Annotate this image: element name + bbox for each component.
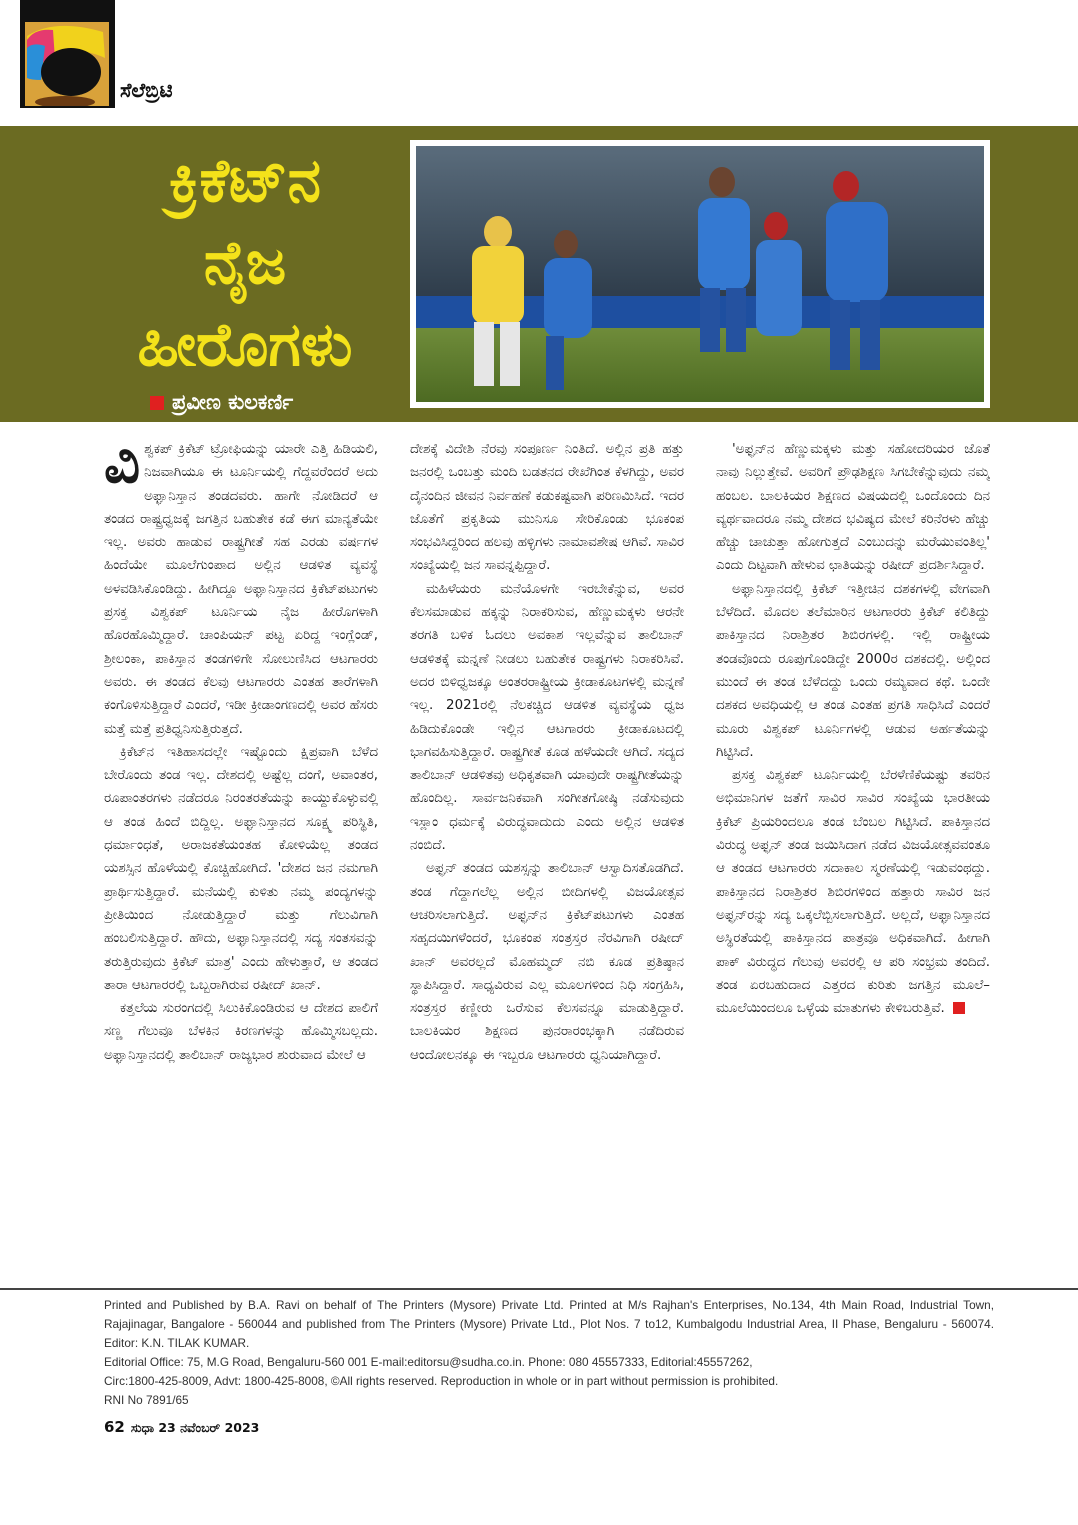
paragraph: 'ಅಫ್ಘನ್‌ನ ಹೆಣ್ಣುಮಕ್ಕಳು ಮತ್ತು ಸಹೋದರಿಯರ ಜೊತೆ ನಾವು ನಿಲ್ಲುತ್ತೇವೆ. ಅವರಿಗೆ ಪ್ರೌಢಶಿಕ್ಷಣ ಸಿಗಬೇಕೆನ್ನುವುದು ನಮ್ಮ ಹಂಬಲ. ಬಾಲಕಿಯರ ಶಿಕ್ಷಣದ ವಿಷಯದಲ್ಲಿ ಒಂದೊಂದು ದಿನ ವ್ಯರ್ಥವಾದರೂ ನಮ್ಮ ದೇಶದ ಭವಿಷ್ಯದ ಮೇಲೆ ಕರಿನೆರಳು ಹೆಚ್ಚು ಹೆಚ್ಚು ಚಾಚುತ್ತಾ ಹೋಗುತ್ತದೆ ಎಂಬುದನ್ನು ಮರೆಯುವಂತಿಲ್ಲ' ಎಂದು ದಿಟ್ಟವಾಗಿ ಹೇಳುವ ಛಾತಿಯನ್ನು ರಷೀದ್ ಪ್ರದರ್ಶಿಸಿದ್ದಾರೆ. [716,442,990,574]
imprint-line: RNI No 7891/65 [104,1393,189,1407]
dropcap: ವಿ [104,438,141,496]
paragraph: ಕತ್ತಲೆಯ ಸುರಂಗದಲ್ಲಿ ಸಿಲುಕಿಕೊಂಡಿರುವ ಆ ದೇಶದ ಪಾಲಿಗೆ ಸಣ್ಣ ಗೆಲುವೂ ಬೆಳಕಿನ ಕಿರಣಗಳನ್ನು ಹೊಮ್ಮಿಸಬಲ್ಲದು. ಅಫ್ಘಾನಿಸ್ತಾನದಲ್ಲಿ ತಾಲಿಬಾನ್ ರಾಜ್ಯಭಾರ ಶುರುವಾದ ಮೇಲೆ ಆ [104,1001,378,1063]
imprint-block [104,1296,994,1410]
author-name: ಪ್ರವೀಣ ಕುಲಕರ್ಣಿ [172,390,294,414]
cricket-celebration-photo [410,140,990,408]
page-folio [104,1418,259,1436]
footer-divider [0,1288,1078,1290]
paragraph: ವಿಶ್ವಕಪ್ ಕ್ರಿಕೆಟ್ ಟ್ರೋಫಿಯನ್ನು ಯಾರೇ ಎತ್ತಿ ಹಿಡಿಯಲಿ, ನಿಜವಾಗಿಯೂ ಈ ಟೂರ್ನಿಯಲ್ಲಿ ಗೆದ್ದವರೆಂದರೆ ಅದು ಅಫ್ಘಾನಿಸ್ತಾನ ತಂಡದವರು. ಹಾಗೇ ನೋಡಿದರೆ ಆ ತಂಡದ ರಾಷ್ಟ್ರಧ್ವಜಕ್ಕೆ ಜಗತ್ತಿನ ಬಹುತೇಕ ಕಡೆ ಈಗ ಮಾನ್ಯತೆಯೇ ಇಲ್ಲ. ಅವರು ಹಾಡುವ ರಾಷ್ಟ್ರಗೀತೆ ಸಹ ಎರಡು ವರ್ಷಗಳ ಹಿಂದೆಯೇ ಮೂಲೆಗುಂಪಾದ ಅಲ್ಲಿನ ಆಡಳಿತ ವ್ಯವಸ್ಥೆ ಅಳವಡಿಸಿಕೊಂಡಿದ್ದು. ಹೀಗಿದ್ದೂ ಅಫ್ಘಾನಿಸ್ತಾನದ ಕ್ರಿಕೆಟ್‌ಪಟುಗಳು ಪ್ರಸಕ್ತ ವಿಶ್ವಕಪ್ ಟೂರ್ನಿಯ ನೈಜ ಹೀರೊಗಳಾಗಿ ಹೊರಹೊಮ್ಮಿದ್ದಾರೆ. ಚಾಂಪಿಯನ್ ಪಟ್ಟ ಏರಿದ್ದ ಇಂಗ್ಲೆಂಡ್, ಶ್ರೀಲಂಕಾ, ಪಾಕಿಸ್ತಾನ ತಂಡಗಳಿಗೇ ಸೋಲುಣಿಸಿದ ಆಟಗಾರರು ಅವರು. ಈ ತಂಡದ ಕೆಲವು ಆಟಗಾರರು ಎಂತಹ ತಾರೆಗಳಾಗಿ ಕಂಗೊಳಿಸುತ್ತಿದ್ದಾರೆ ಎಂದರೆ, ಇಡೀ ಕ್ರೀಡಾಂಗಣದಲ್ಲಿ ಅವರ ಹೆಸರು ಮತ್ತೆ ಮತ್ತೆ ಪ್ರತಿಧ್ವನಿಸುತ್ತಿರುತ್ತದೆ. [104,438,378,737]
imprint-line: Printed and Published by B.A. Ravi on behalf of The Printers (Mysore) Private Ltd. Printed at M/s Rajhan's Enterprises, No.134, 4th Main Road, Industrial Town, Rajajinagar, Bangalore - 560044 and published from The Printers (Mysore) Private Ltd., Plot Nos. 7 to12, Kumbalgodu Industrial Area, II Phase, Bengaluru - 560074. Editor: K.N. TILAK KUMAR. [104,1298,994,1350]
magazine-logo [20,0,115,108]
red-square-icon [150,396,164,410]
paragraph: ಅಫ್ಘನ್ ತಂಡದ ಯಶಸ್ಸನ್ನು ತಾಲಿಬಾನ್ ಆಸ್ವಾದಿಸತೊಡಗಿದೆ. ತಂಡ ಗೆದ್ದಾಗಲೆಲ್ಲ ಅಲ್ಲಿನ ಬೀದಿಗಳಲ್ಲಿ ವಿಜಯೋತ್ಸವ ಆಚರಿಸಲಾಗುತ್ತಿದೆ. ಅಫ್ಘನ್‌ನ ಕ್ರಿಕೆಟ್‌ಪಟುಗಳು ಎಂತಹ ಸಹೃದಯಿಗಳೆಂದರೆ, ಭೂಕಂಪ ಸಂತ್ರಸ್ತರ ನೆರವಿಗಾಗಿ ರಷೀದ್ ಖಾನ್ ಅವರಲ್ಲದೆ ಮೊಹಮ್ಮದ್ ನಬಿ ಕೂಡ ಪ್ರತಿಷ್ಠಾನ ಸ್ಥಾಪಿಸಿದ್ದಾರೆ. ಸಾಧ್ಯವಿರುವ ಎಲ್ಲ ಮೂಲಗಳಿಂದ ನಿಧಿ ಸಂಗ್ರಹಿಸಿ, ಸಂತ್ರಸ್ತರ ಕಣ್ಣೀರು ಒರೆಸುವ ಕೆಲಸವನ್ನೂ ಮಾಡುತ್ತಿದ್ದಾರೆ. ಬಾಲಕಿಯರ ಶಿಕ್ಷಣದ ಪುನರಾರಂಭಕ್ಕಾಗಿ ನಡೆದಿರುವ ಆಂದೋಲನಕ್ಕೂ ಈ ಇಬ್ಬರೂ ಆಟಗಾರರು ಧ್ವನಿಯಾಗಿದ್ದಾರೆ. [410,861,684,1063]
page-number: 62 [104,1418,125,1436]
folio-text: ಸುಧಾ 23 ನವೆಂಬರ್ 2023 [130,1420,260,1435]
sudha-logo-icon [25,22,109,106]
article-column-1 [104,438,378,1270]
article-column-3 [716,438,990,1270]
end-mark-icon [953,1002,965,1014]
imprint-line: Editorial Office: 75, M.G Road, Bengaluru-560 001 E-mail:editorsu@sudha.co.in. Phone: 080 45557333, Editorial:45557262, [104,1355,753,1369]
article-column-2 [410,438,684,1270]
imprint-line: Circ:1800-425-8009, Advt: 1800-425-8008, ©All rights reserved. Reproduction in whole or in part without permission is prohibited. [104,1374,779,1388]
headline-line-1: ಕ್ರಿಕೆಟ್‌ನ [168,146,322,216]
headline-line-2: ನೈಜ [203,228,287,298]
paragraph: ಪ್ರಸಕ್ತ ವಿಶ್ವಕಪ್ ಟೂರ್ನಿಯಲ್ಲಿ ಬೆರಳೆಣಿಕೆಯಷ್ಟು ತವರಿನ ಅಭಿಮಾನಿಗಳ ಜತೆಗೆ ಸಾವಿರ ಸಾವಿರ ಸಂಖ್ಯೆಯ ಭಾರತೀಯ ಕ್ರಿಕೆಟ್ ಪ್ರಿಯರಿಂದಲೂ ತಂಡ ಬೆಂಬಲ ಗಿಟ್ಟಿಸಿದೆ. ಪಾಕಿಸ್ತಾನದ ವಿರುದ್ಧ ಅಫ್ಘನ್ ತಂಡ ಜಯಿಸಿದಾಗ ನಡೆದ ವಿಜಯೋತ್ಸವವಂತೂ ಆ ತಂಡದ ಆಟಗಾರರು ಸದಾಕಾಲ ಸ್ಮರಣೆಯಲ್ಲಿ ಇಡುವಂಥದ್ದು. ಪಾಕಿಸ್ತಾನದ ನಿರಾಶ್ರಿತರ ಶಿಬಿರಗಳಿಂದ ಹತ್ತಾರು ಸಾವಿರ ಜನ ಅಫ್ಘನ್‌ರನ್ನು ಸದ್ಯ ಒಕ್ಕಲೆಬ್ಬಿಸಲಾಗುತ್ತಿದೆ. ಅಲ್ಲದೆ, ಅಫ್ಘಾನಿಸ್ತಾನದ ಅಸ್ಥಿರತೆಯಲ್ಲಿ ಪಾಕಿಸ್ತಾನದ ಪಾತ್ರವೂ ಅಧಿಕವಾಗಿದೆ. ಹೀಗಾಗಿ ಪಾಕ್ ವಿರುದ್ಧದ ಗೆಲುವು ಅವರಲ್ಲಿ ಆ ಪರಿ ಸಂಭ್ರಮ ತಂದಿದೆ. ತಂಡ ಏರಬಹುದಾದ ಎತ್ತರದ ಕುರಿತು ಜಗತ್ತಿನ ಮೂಲೆ–ಮೂಲೆಯಿಂದಲೂ ಒಳ್ಳೆಯ ಮಾತುಗಳು ಕೇಳಿಬರುತ್ತಿವೆ. [716,768,990,1017]
article-body [104,438,992,1270]
headline-line-3: ಹೀರೊಗಳು [137,310,353,380]
article-headline [95,140,395,386]
paragraph: ಮಹಿಳೆಯರು ಮನೆಯೊಳಗೇ ಇರಬೇಕೆನ್ನುವ, ಅವರ ಕೆಲಸಮಾಡುವ ಹಕ್ಕನ್ನು ನಿರಾಕರಿಸುವ, ಹೆಣ್ಣುಮಕ್ಕಳು ಆರನೇ ತರಗತಿ ಬಳಿಕ ಓದಲು ಅವಕಾಶ ಇಲ್ಲವೆನ್ನುವ ತಾಲಿಬಾನ್ ಆಡಳಿತಕ್ಕೆ ಮನ್ನಣೆ ನೀಡಲು ಬಹುತೇಕ ರಾಷ್ಟ್ರಗಳು ನಿರಾಕರಿಸಿವೆ. ಅದರ ಬಿಳಿಧ್ವಜಕ್ಕೂ ಅಂತರರಾಷ್ಟ್ರೀಯ ಕ್ರೀಡಾಕೂಟಗಳಲ್ಲಿ ಮನ್ನಣೆ ಇಲ್ಲ. 2021ರಲ್ಲಿ ನೆಲಕಚ್ಚಿದ ಆಡಳಿತ ವ್ಯವಸ್ಥೆಯ ಧ್ವಜ ಹಿಡಿದುಕೊಂಡೇ ಇಲ್ಲಿನ ಆಟಗಾರರು ಕ್ರೀಡಾಕೂಟದಲ್ಲಿ ಭಾಗವಹಿಸುತ್ತಿದ್ದಾರೆ. ರಾಷ್ಟ್ರಗೀತೆ ಕೂಡ ಹಳೆಯದೇ ಆಗಿದೆ. ಸದ್ಯದ ತಾಲಿಬಾನ್ ಆಡಳಿತವು ಅಧಿಕೃತವಾಗಿ ಯಾವುದೇ ರಾಷ್ಟ್ರಗೀತೆಯನ್ನು ಹೊಂದಿಲ್ಲ. ಸಾರ್ವಜನಿಕವಾಗಿ ಸಂಗೀತಗೋಷ್ಠಿ ನಡೆಸುವುದು ಇಸ್ಲಾಂ ಧರ್ಮಕ್ಕೆ ವಿರುದ್ಧವಾದುದು ಎಂದು ಅಲ್ಲಿನ ಆಡಳಿತ ನಂಬಿದೆ. [410,581,684,854]
paragraph: ದೇಶಕ್ಕೆ ವಿದೇಶಿ ನೆರವು ಸಂಪೂರ್ಣ ನಿಂತಿದೆ. ಅಲ್ಲಿನ ಪ್ರತಿ ಹತ್ತು ಜನರಲ್ಲಿ ಒಂಬತ್ತು ಮಂದಿ ಬಡತನದ ರೇಖೆಗಿಂತ ಕೆಳಗಿದ್ದು, ಅವರ ದೈನಂದಿನ ಜೀವನ ನಿರ್ವಹಣೆ ಕಡುಕಷ್ಟವಾಗಿ ಪರಿಣಮಿಸಿದೆ. ಇದರ ಜೊತೆಗೆ ಪ್ರಕೃತಿಯ ಮುನಿಸೂ ಸೇರಿಕೊಂಡು ಭೂಕಂಪ ಸಂಭವಿಸಿದ್ದರಿಂದ ಹಲವು ಹಳ್ಳಿಗಳು ನಾಮಾವಶೇಷ ಆಗಿವೆ. ಸಾವಿರ ಸಂಖ್ಯೆಯಲ್ಲಿ ಜನ ಸಾವನ್ನಪ್ಪಿದ್ದಾರೆ. [410,442,684,574]
author-byline [150,390,293,415]
hero-banner [0,126,1078,422]
paragraph: ಕ್ರಿಕೆಟ್‌ನ ಇತಿಹಾಸದಲ್ಲೇ ಇಷ್ಟೊಂದು ಕ್ಷಿಪ್ರವಾಗಿ ಬೆಳೆದ ಬೇರೊಂದು ತಂಡ ಇಲ್ಲ. ದೇಶದಲ್ಲಿ ಅಷ್ಟೆಲ್ಲ ದಂಗೆ, ಅವಾಂತರ, ರೂಪಾಂತರಗಳು ನಡೆದರೂ ನಿರಂತರತೆಯನ್ನು ಕಾಯ್ದುಕೊಳ್ಳುವಲ್ಲಿ ಆ ತಂಡ ಹಿಂದೆ ಬಿದ್ದಿಲ್ಲ. ಅಫ್ಘಾನಿಸ್ತಾನದ ಸೂಕ್ಷ್ಮ ಪರಿಸ್ಥಿತಿ, ಧರ್ಮಾಂಧತೆ, ಅರಾಜಕತೆಯಂತಹ ಕೋಳಿಯೆಲ್ಲ ತಂಡದ ಯಶಸ್ಸಿನ ಹೊಳೆಯಲ್ಲಿ ಕೊಚ್ಚಿಹೋಗಿದೆ. 'ದೇಶದ ಜನ ನಮಗಾಗಿ ಪ್ರಾರ್ಥಿಸುತ್ತಿದ್ದಾರೆ. ಮನೆಯಲ್ಲಿ ಕುಳಿತು ನಮ್ಮ ಪಂದ್ಯಗಳನ್ನು ಪ್ರೀತಿಯಿಂದ ನೋಡುತ್ತಿದ್ದಾರೆ ಮತ್ತು ಗೆಲುವಿಗಾಗಿ ಹಂಬಲಿಸುತ್ತಿದ್ದಾರೆ. ಹೌದು, ಅಫ್ಘಾನಿಸ್ತಾನದಲ್ಲಿ ಸದ್ಯ ಸಂತಸವನ್ನು ತರುತ್ತಿರುವುದು ಕ್ರಿಕೆಟ್ ಮಾತ್ರ' ಎಂದು ಹೇಳುತ್ತಾರೆ, ಆ ತಂಡದ ತಾರಾ ಆಟಗಾರರಲ್ಲಿ ಒಬ್ಬರಾಗಿರುವ ರಷೀದ್ ಖಾನ್. [104,744,378,993]
section-label: ಸೆಲೆಬ್ರಿಟಿ [120,78,173,102]
paragraph: ಅಫ್ಘಾನಿಸ್ತಾನದಲ್ಲಿ ಕ್ರಿಕೆಟ್ ಇತ್ತೀಚಿನ ದಶಕಗಳಲ್ಲಿ ವೇಗವಾಗಿ ಬೆಳೆದಿದೆ. ಮೊದಲ ತಲೆಮಾರಿನ ಆಟಗಾರರು ಕ್ರಿಕೆಟ್ ಕಲಿತಿದ್ದು ಪಾಕಿಸ್ತಾನದ ನಿರಾಶ್ರಿತರ ಶಿಬಿರಗಳಲ್ಲಿ. ಇಲ್ಲಿ ರಾಷ್ಟ್ರೀಯ ತಂಡವೊಂದು ರೂಪುಗೊಂಡಿದ್ದೇ 2000ರ ದಶಕದಲ್ಲಿ. ಅಲ್ಲಿಂದ ಮುಂದೆ ಈ ತಂಡ ಬೆಳೆದದ್ದು ಒಂದು ರಮ್ಯವಾದ ಕಥೆ. ಒಂದೇ ದಶಕದ ಅವಧಿಯಲ್ಲಿ ಆ ತಂಡ ಎಂತಹ ಪ್ರಗತಿ ಸಾಧಿಸಿದೆ ಎಂದರೆ ಮೂರು ವಿಶ್ವಕಪ್ ಟೂರ್ನಿಗಳಲ್ಲಿ ಆಡುವ ಅರ್ಹತೆಯನ್ನು ಗಿಟ್ಟಿಸಿದೆ. [716,581,990,760]
